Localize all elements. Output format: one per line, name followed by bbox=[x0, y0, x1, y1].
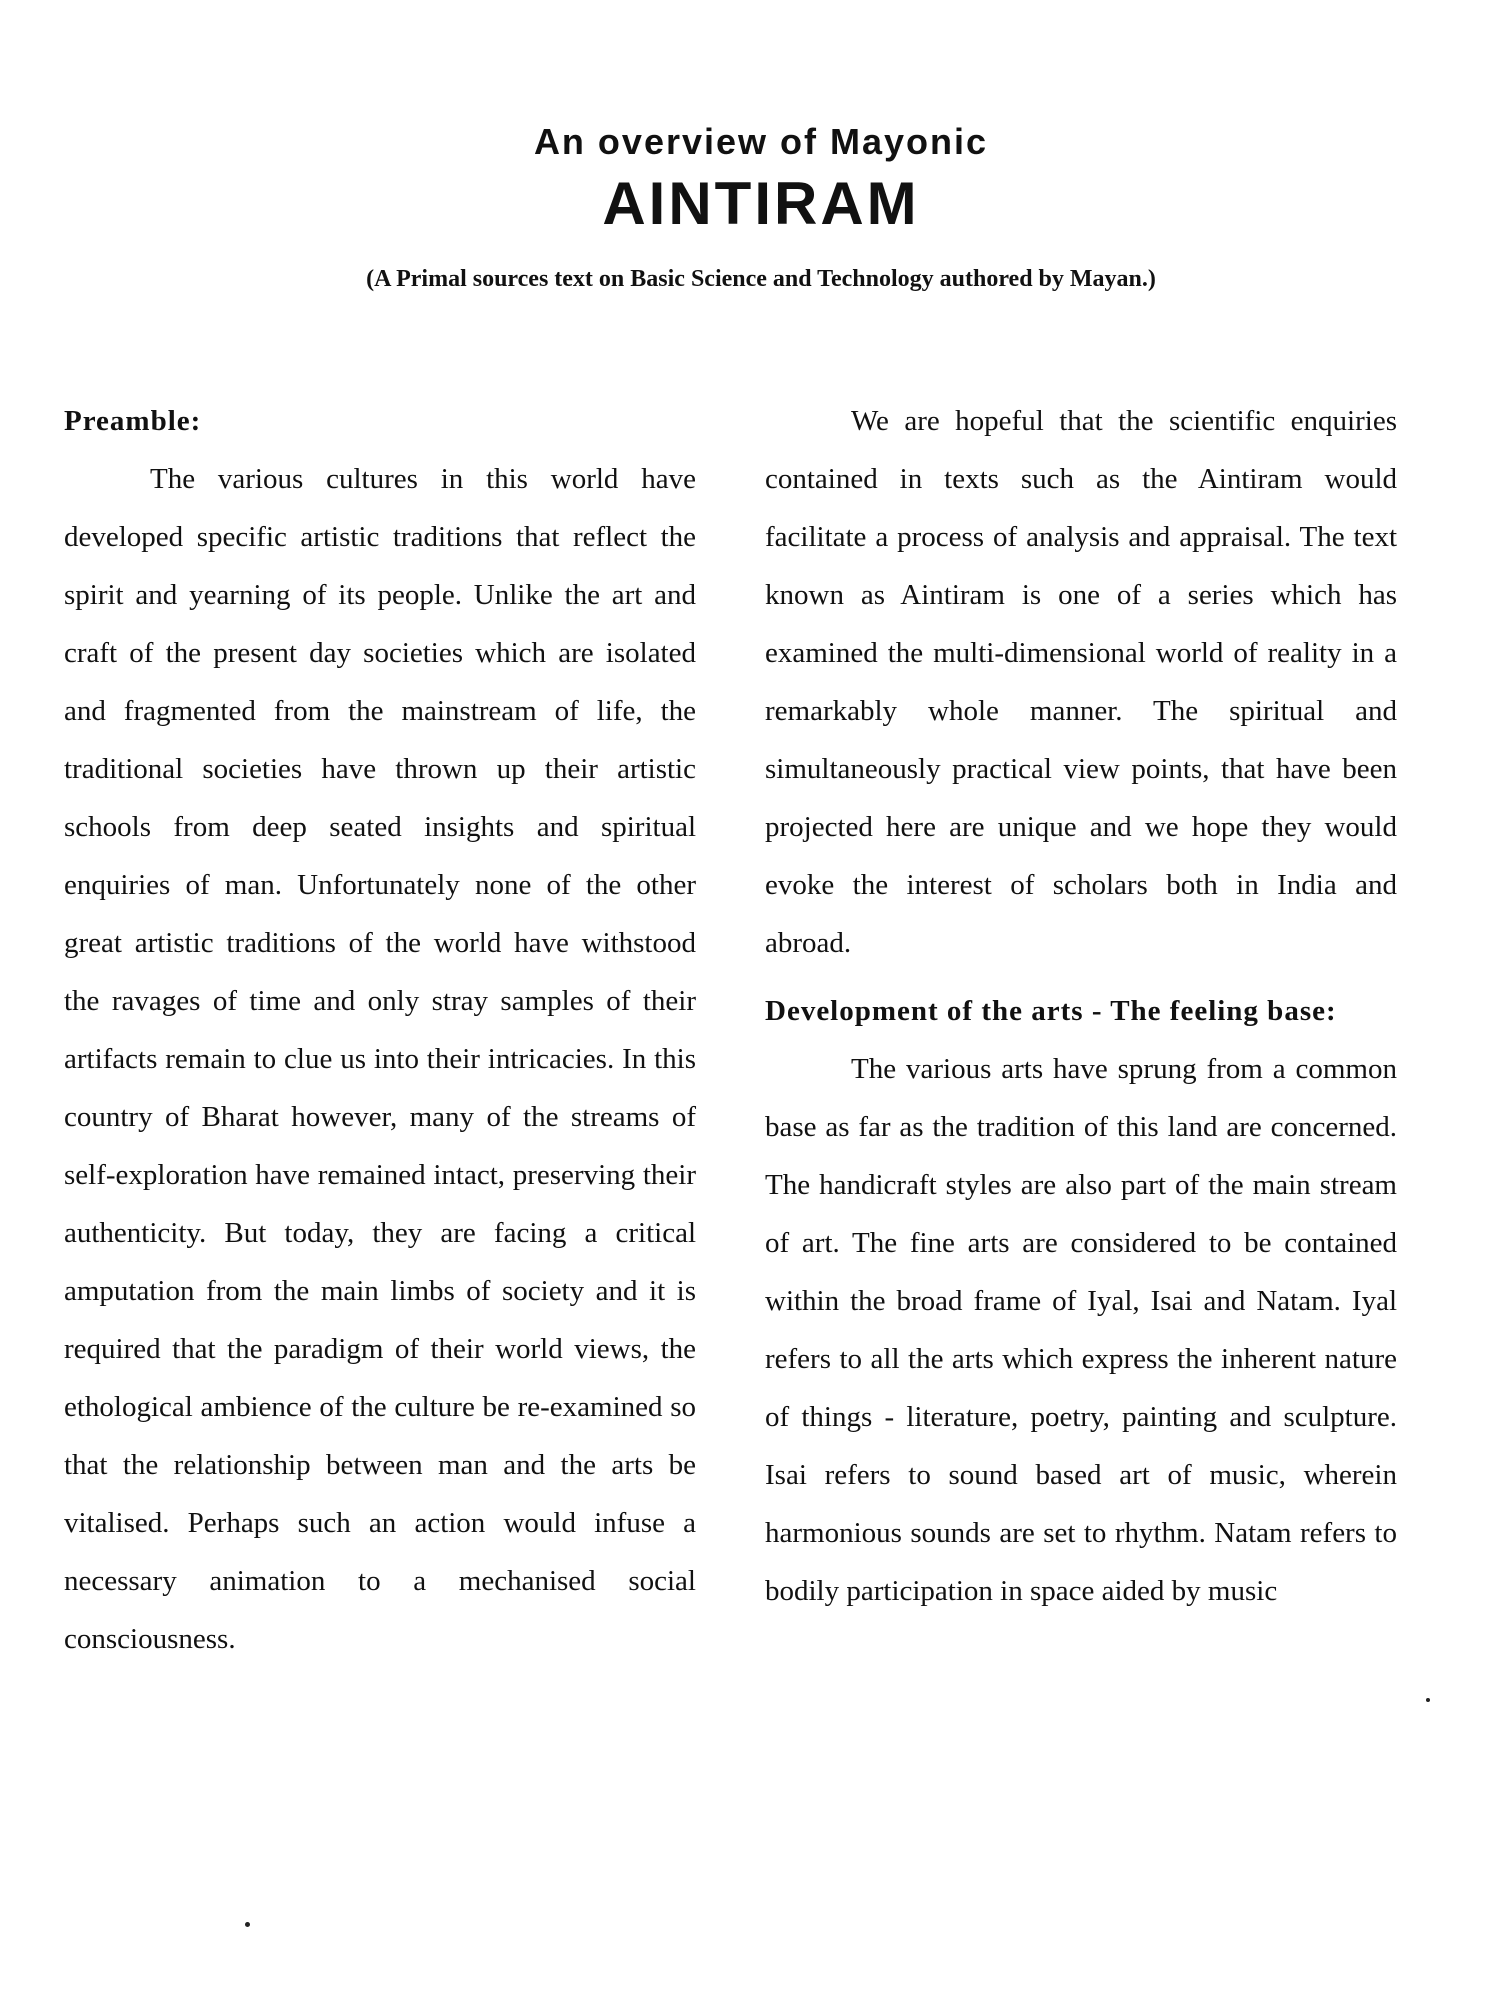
overview-kicker: An overview of Mayonic bbox=[533, 121, 989, 162]
page-subtitle: (A Primal sources text on Basic Science and Technology authored by Mayan.) bbox=[366, 266, 1156, 292]
scan-speck bbox=[1426, 1698, 1430, 1702]
page-header bbox=[0, 120, 1500, 294]
development-paragraph: The various arts have sprung from a common base as far as the tradition of this land are concerned. The handicraft styles are also part of the main stream of art. The fine arts are considered to be contained within the broad frame of Iyal, Isai and Natam. Iyal refers to all the arts which express the inherent nature of things - literature, poetry, painting and sculpture. Isai refers to sound based art of music, wherein harmonious sounds are set to rhythm. Natam refers to bodily participation in space aided by music bbox=[765, 1053, 1397, 1607]
preamble-heading: Preamble: bbox=[64, 405, 202, 437]
preamble-paragraph: The various cultures in this world have developed specific artistic traditions that reflect the spirit and yearning of its people. Unlike the art and craft of the present day societies which are isolated and fragmented from the mainstream of life, the traditional societies have thrown up their artistic schools from deep seated insights and spiritual enquiries of man. Unfortunately none of the other great artistic traditions of the world have withstood the ravages of time and only stray samples of their artifacts remain to clue us into their intricacies. In this country of Bharat however, many of the streams of self-exploration have remained intact, preserving their authenticity. But today, they are facing a critical amputation from the main limbs of society and it is required that the paradigm of their world views, the ethological ambience of the culture be re-examined so that the relationship between man and the arts be vitalised. Perhaps such an action would infuse a necessary animation to a mechanised social consciousness. bbox=[64, 463, 696, 1655]
right-column bbox=[765, 392, 1397, 1620]
left-column bbox=[64, 392, 696, 1668]
development-heading: Development of the arts - The feeling base: bbox=[765, 995, 1337, 1027]
scan-speck bbox=[245, 1922, 250, 1927]
page-title: AINTIRAM bbox=[602, 170, 920, 237]
hope-paragraph: We are hopeful that the scientific enquiries contained in texts such as the Aintiram would facilitate a process of analysis and appraisal. The text known as Aintiram is one of a series which has examined the multi-dimensional world of reality in a remarkably whole manner. The spiritual and simultaneously practical view points, that have been projected here are unique and we hope they would evoke the interest of scholars both in India and abroad. bbox=[765, 405, 1397, 959]
